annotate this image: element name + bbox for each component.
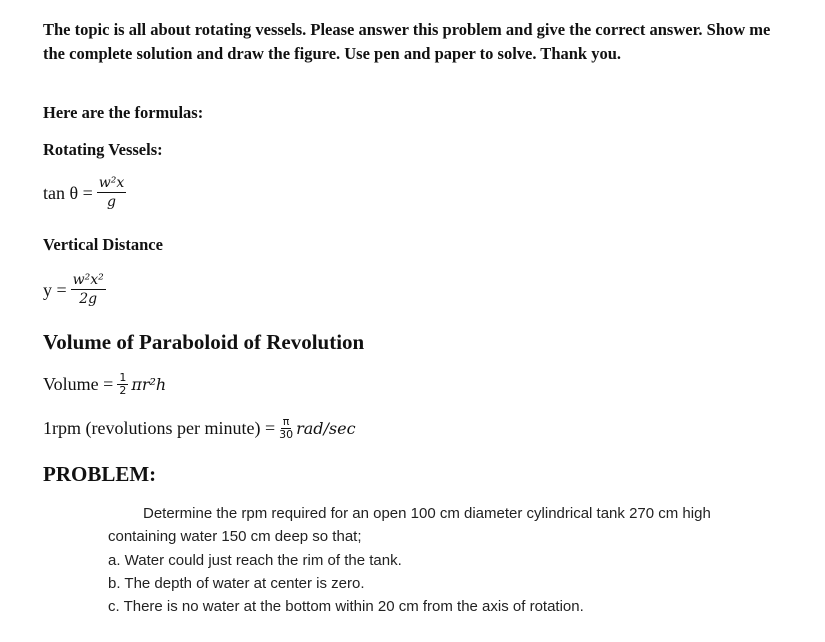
rpm-fraction: [279, 416, 293, 441]
denominator: 2g: [79, 291, 98, 307]
intro-text: The topic is all about rotating vessels. Please answer this problem and give the correct answer. Show me the complete solution and draw the figure. Use pen and paper to solve. Thank you.: [43, 20, 771, 63]
denominator: 30: [279, 428, 294, 441]
volume-heading: Volume of Paraboloid of Revolution: [43, 330, 365, 354]
problem-heading: PROBLEM:: [43, 462, 157, 486]
numerator: 1: [119, 371, 127, 384]
formulas-heading: Here are the formulas:: [43, 103, 204, 122]
y-formula: [43, 272, 106, 308]
problem-item-b: b. The depth of water at center is zero.: [108, 574, 365, 592]
vertical-distance-heading: Vertical Distance: [43, 235, 163, 254]
problem-statement: Determine the rpm required for an open 100 cm diameter cylindrical tank 270 cm high containing water 150 cm deep so that;: [108, 505, 711, 546]
volume-formula: [43, 372, 166, 397]
problem-text: [108, 502, 778, 618]
numerator: w²x: [98, 175, 125, 191]
volume-lhs: Volume =: [43, 374, 114, 394]
volume-rest: πr²h: [131, 375, 167, 394]
rotating-vessels-heading: Rotating Vessels:: [43, 140, 163, 159]
tan-formula: [43, 175, 126, 211]
y-fraction: [71, 272, 106, 308]
problem-item-c: c. There is no water at the bottom within 20 cm from the axis of rotation.: [108, 598, 584, 616]
volume-fraction: [117, 372, 128, 397]
tan-fraction: [97, 175, 127, 211]
rpm-formula: [43, 416, 356, 441]
problem-item-a: a. Water could just reach the rim of the tank.: [108, 551, 402, 569]
rpm-rest: rad/sec: [296, 419, 356, 438]
denominator: g: [107, 194, 116, 210]
y-lhs: y =: [43, 279, 67, 300]
numerator: w²x²: [72, 272, 104, 288]
rpm-lhs: 1rpm (revolutions per minute) =: [43, 418, 276, 438]
numerator: π: [282, 415, 290, 428]
tan-lhs: tan θ =: [43, 182, 93, 203]
denominator: 2: [119, 384, 127, 397]
